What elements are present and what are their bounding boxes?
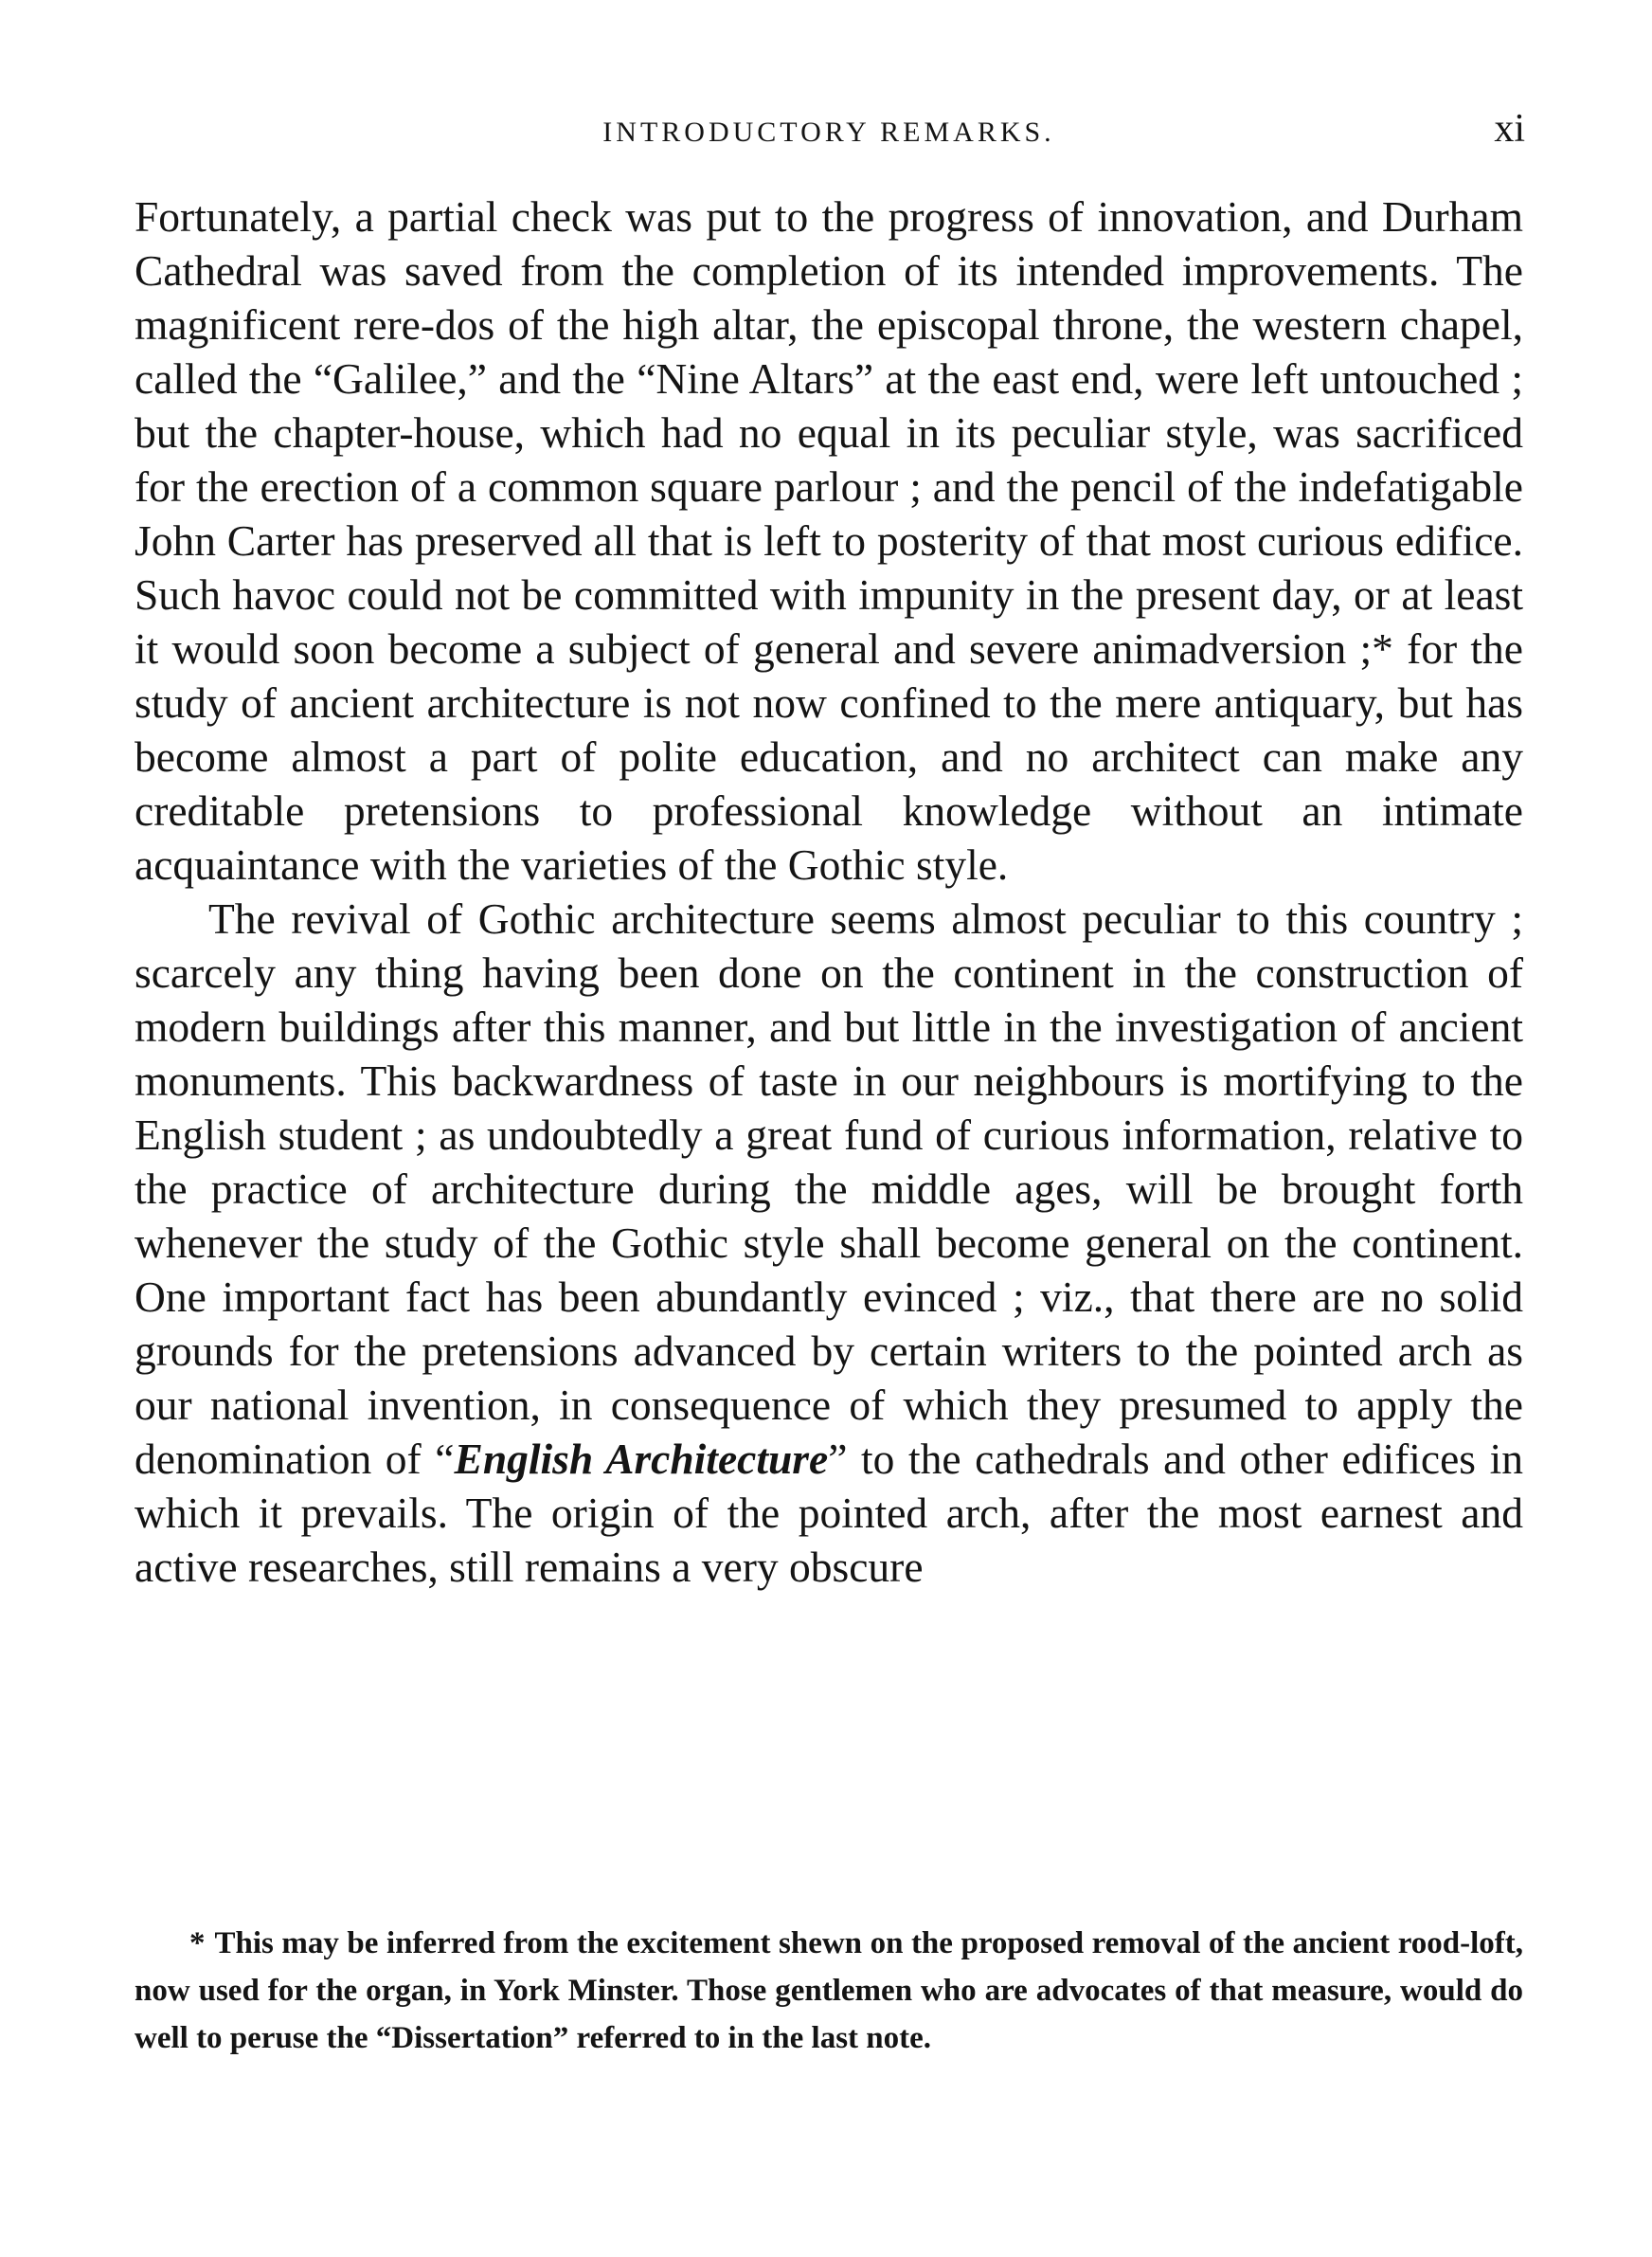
paragraph [135,892,1523,1594]
paragraph-text: ” to the cathedrals and other edifices in which it prevails. The origin of the pointed arch, after the most earnest and active researches, still remains a very obscure [135,1435,1523,1591]
main-text [135,190,1523,1594]
page-number: xi [1494,107,1525,151]
footnote-text: This may be inferred from the excitement shewn on the proposed removal of the ancient rood-loft, now used for the organ, in York Minster. Those gentlemen who are advocates of that measure, would do well to peruse the “Dissertation” referred to in the last note. [135,1926,1523,2055]
footnote-marker: * [189,1926,206,1960]
footnote [135,1920,1523,2062]
running-title: INTRODUCTORY REMARKS. [602,117,1055,148]
footnotes [135,1920,1523,2062]
paragraph-text: The revival of Gothic architecture seems almost peculiar to this country ; scarcely any thing having been done on the continent in the construction of modern buildings after this manner, and but little in the investigation of ancient monuments. This backwardness of taste in our neighbours is mortifying to the English student ; as undoubtedly a great fund of curious information, relative to the practice of architecture during the middle ages, will be brought forth whenever the study of the Gothic style shall become general on the continent. One important fact has been abundantly evinced ; viz., that there are no solid grounds for the pretensions advanced by certain writers to the pointed arch as our national invention, in consequence of which they presumed to apply the denomination of “ [135,894,1523,1483]
running-head [133,106,1525,153]
paragraph: Fortunately, a partial check was put to the progress of innovation, and Durham Cathedral was saved from the completion of its intended improvements. The magnificent rere-dos of the high altar, the episcopal throne, the western chapel, called the “Galilee,” and the “Nine Altars” at the east end, were left untouched ; but the chapter-house, which had no equal in its peculiar style, was sacrificed for the erection of a common square parlour ; and the pencil of the indefatigable John Carter has preserved all that is left to posterity of that most curious edifice. Such havoc could not be committed with impunity in the present day, or at least it would soon become a subject of general and severe animadversion ;* for the study of ancient architecture is not now confined to the mere antiquary, but has become almost a part of polite education, and no architect can make any creditable pretensions to professional knowledge without an intimate acquaintance with the varieties of the Gothic style. [135,192,1523,889]
emphasis-text: English Architecture [454,1435,829,1483]
